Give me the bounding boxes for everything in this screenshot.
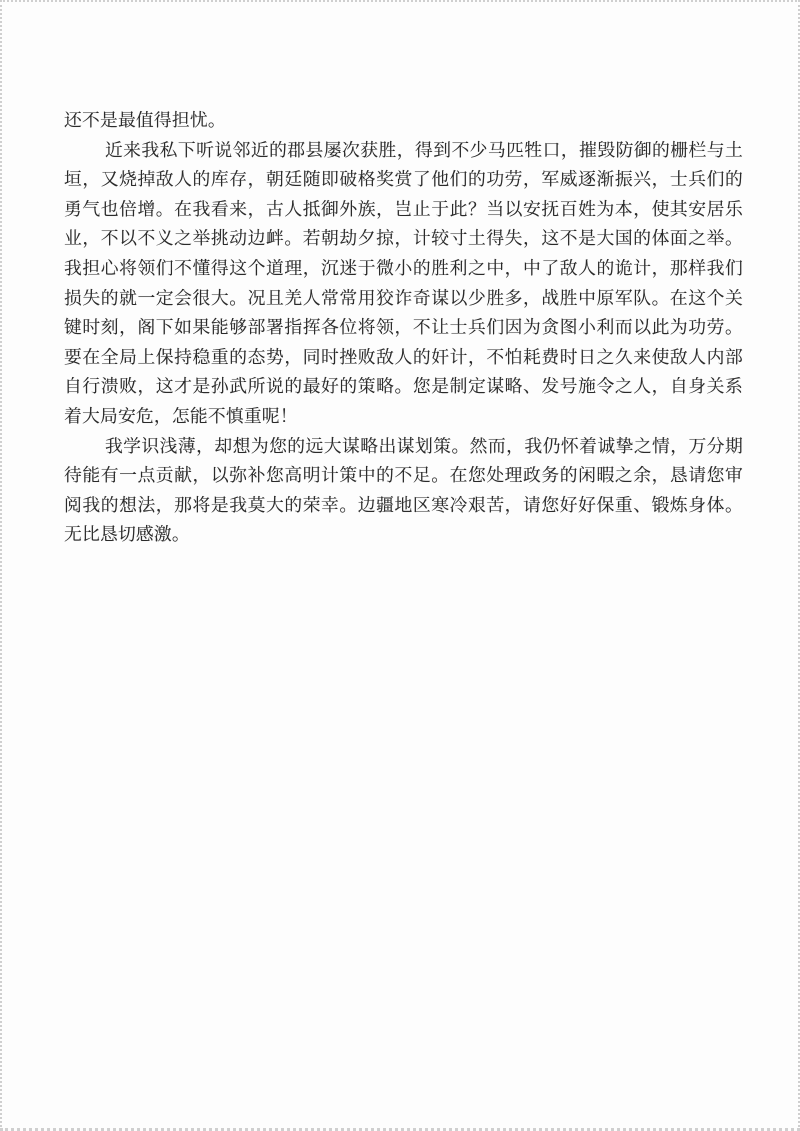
paragraph-continuation-line: 还不是最值得担忧。 <box>64 110 226 130</box>
paragraph-main-argument: 近来我私下听说邻近的郡县屡次获胜，得到不少马匹牲口，摧毁防御的栅栏与土垣，又烧掉敌人的库存，朝廷随即破格奖赏了他们的功劳，军威逐渐振兴，士兵们的勇气也倍增。在我看来，古人抵御外族，岂止于此？当以安抚百姓为本，使其安居乐业，不以不义之举挑动边衅。若朝劫夕掠，计较寸土得失，这不是大国的体面之举。我担心将领们不懂得这个道理，沉迷于微小的胜利之中，中了敌人的诡计，那样我们损失的就一定会很大。况且羌人常常用狡诈奇谋以少胜多，战胜中原军队。在这个关键时刻，阁下如果能够部署指挥各位将领，不让士兵们因为贪图小利而以此为功劳。要在全局上保持稳重的态势，同时挫败敌人的奸计，不怕耗费时日之久来使敌人内部自行溃败，这才是孙武所说的最好的策略。您是制定谋略、发号施令之人，自身关系着大局安危，怎能不慎重呢！ <box>64 139 743 426</box>
paragraph-closing-courtesy: 我学识浅薄，却想为您的远大谋略出谋划策。然而，我仍怀着诚挚之情，万分期待能有一点贡献，以弥补您高明计策中的不足。在您处理政务的闲暇之余，恳请您审阅我的想法，那将是我莫大的荣幸。边疆地区寒冷艰苦，请您好好保重、锻炼身体。无比恳切感激。 <box>64 435 743 545</box>
letter-body <box>64 106 743 550</box>
